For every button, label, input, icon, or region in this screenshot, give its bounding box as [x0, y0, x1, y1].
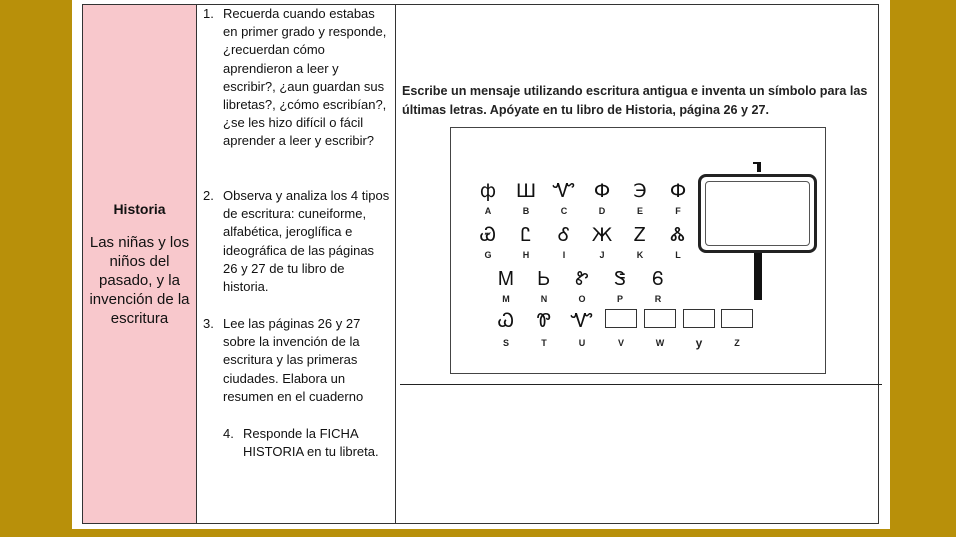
glyph-e: Э [633, 180, 647, 202]
glyph-u: Ꮙ [570, 310, 594, 332]
letter-label: W [655, 338, 665, 348]
subject-title: Historia [113, 200, 166, 217]
letter-label: Z [734, 338, 740, 348]
glyph-j: Ж [591, 224, 613, 246]
letter-label: L [675, 250, 681, 260]
activity-text: Recuerda cuando estabas en primer grado y responde, ¿recuerdan cómo aprendieron a leer y escribir?, ¿aun guardan sus libretas?, ¿cómo escribían?, ¿se les hizo difícil o fácil aprender a leer y escribir? [223, 6, 387, 149]
glyph-h: Ꮭ [520, 224, 532, 246]
letter-label: F [675, 206, 681, 216]
activity-number: 3. [203, 316, 214, 331]
letter-label: K [636, 250, 644, 260]
signpost-tick [753, 162, 759, 164]
divider-line [400, 384, 882, 385]
glyph-i: Ꮄ [558, 224, 570, 246]
activity-text: Lee las páginas 26 y 27 sobre la invención de la escritura y las primeras ciudades. Elabora un resumen en el cuaderno [223, 316, 364, 404]
letter-label: N [540, 294, 548, 304]
letter-label: E [636, 206, 643, 216]
letter-label: G [484, 250, 492, 260]
glyph-r: Ꮾ [652, 268, 664, 290]
writing-instruction: Escribe un mensaje utilizando escritura antigua e inventa un símbolo para las últimas letras. Apóyate en tu libro de Historia, página 26 y 27. [402, 84, 868, 117]
glyph-c: Ꮙ [552, 180, 576, 202]
letter-label: y [695, 336, 703, 350]
letter-label: R [654, 294, 662, 304]
signpost [754, 253, 762, 300]
glyph-n: Ꮟ [537, 268, 551, 290]
letter-label: T [541, 338, 547, 348]
glyph-f: Ф [669, 180, 687, 202]
letter-label: J [599, 250, 605, 260]
activity-item [203, 187, 391, 296]
empty-symbol-box [644, 309, 676, 328]
glyph-s: Ꮗ [498, 310, 514, 332]
letter-label: H [522, 250, 530, 260]
letter-label: C [560, 206, 568, 216]
activity-item [223, 425, 391, 461]
glyph-k: Ꮓ [633, 224, 646, 246]
activity-number: 1. [203, 6, 214, 21]
activity-number: 4. [223, 426, 234, 441]
letter-label: S [502, 338, 509, 348]
glyph-a: ф [479, 180, 497, 202]
activity-text: Responde la FICHA HISTORIA en tu libreta. [243, 426, 379, 460]
document-page [72, 0, 890, 529]
glyph-l: Ꮬ [670, 224, 686, 246]
letter-label: O [578, 294, 586, 304]
letter-label: P [616, 294, 623, 304]
ancient-alphabet-figure [450, 127, 826, 374]
letter-label: I [562, 250, 566, 260]
signboard [698, 174, 817, 253]
empty-symbol-box [605, 309, 637, 328]
activity-text: Observa y analiza los 4 tipos de escritura: cuneiforme, alfabética, jeroglífica e ideográfica de las páginas 26 y 27 de tu libro de historia. [223, 188, 390, 295]
signboard-inner [705, 181, 810, 246]
glyph-p: Ꮥ [614, 268, 626, 290]
empty-symbol-box [683, 309, 715, 328]
glyph-b: Ш [515, 180, 537, 202]
letter-label: U [578, 338, 586, 348]
glyph-m: Ꮇ [498, 268, 514, 290]
subject-cell [83, 5, 197, 523]
glyph-t: Ꮘ [536, 310, 552, 332]
letter-label: B [522, 206, 530, 216]
subject-topic: Las niñas y los niños del pasado, y la invención de la escritura [89, 233, 190, 327]
empty-symbol-box [721, 309, 753, 328]
activity-number: 2. [203, 188, 214, 203]
glyph-o: Ꮡ [575, 268, 589, 290]
activity-item [203, 315, 391, 406]
activities-cell [197, 5, 396, 523]
letter-label: D [598, 206, 606, 216]
letter-label: M [502, 294, 510, 304]
letter-label: V [617, 338, 624, 348]
activity-item [203, 5, 391, 151]
glyph-d: Ф [593, 180, 611, 202]
glyph-g: Ꮿ [480, 224, 496, 246]
letter-label: A [484, 206, 492, 216]
